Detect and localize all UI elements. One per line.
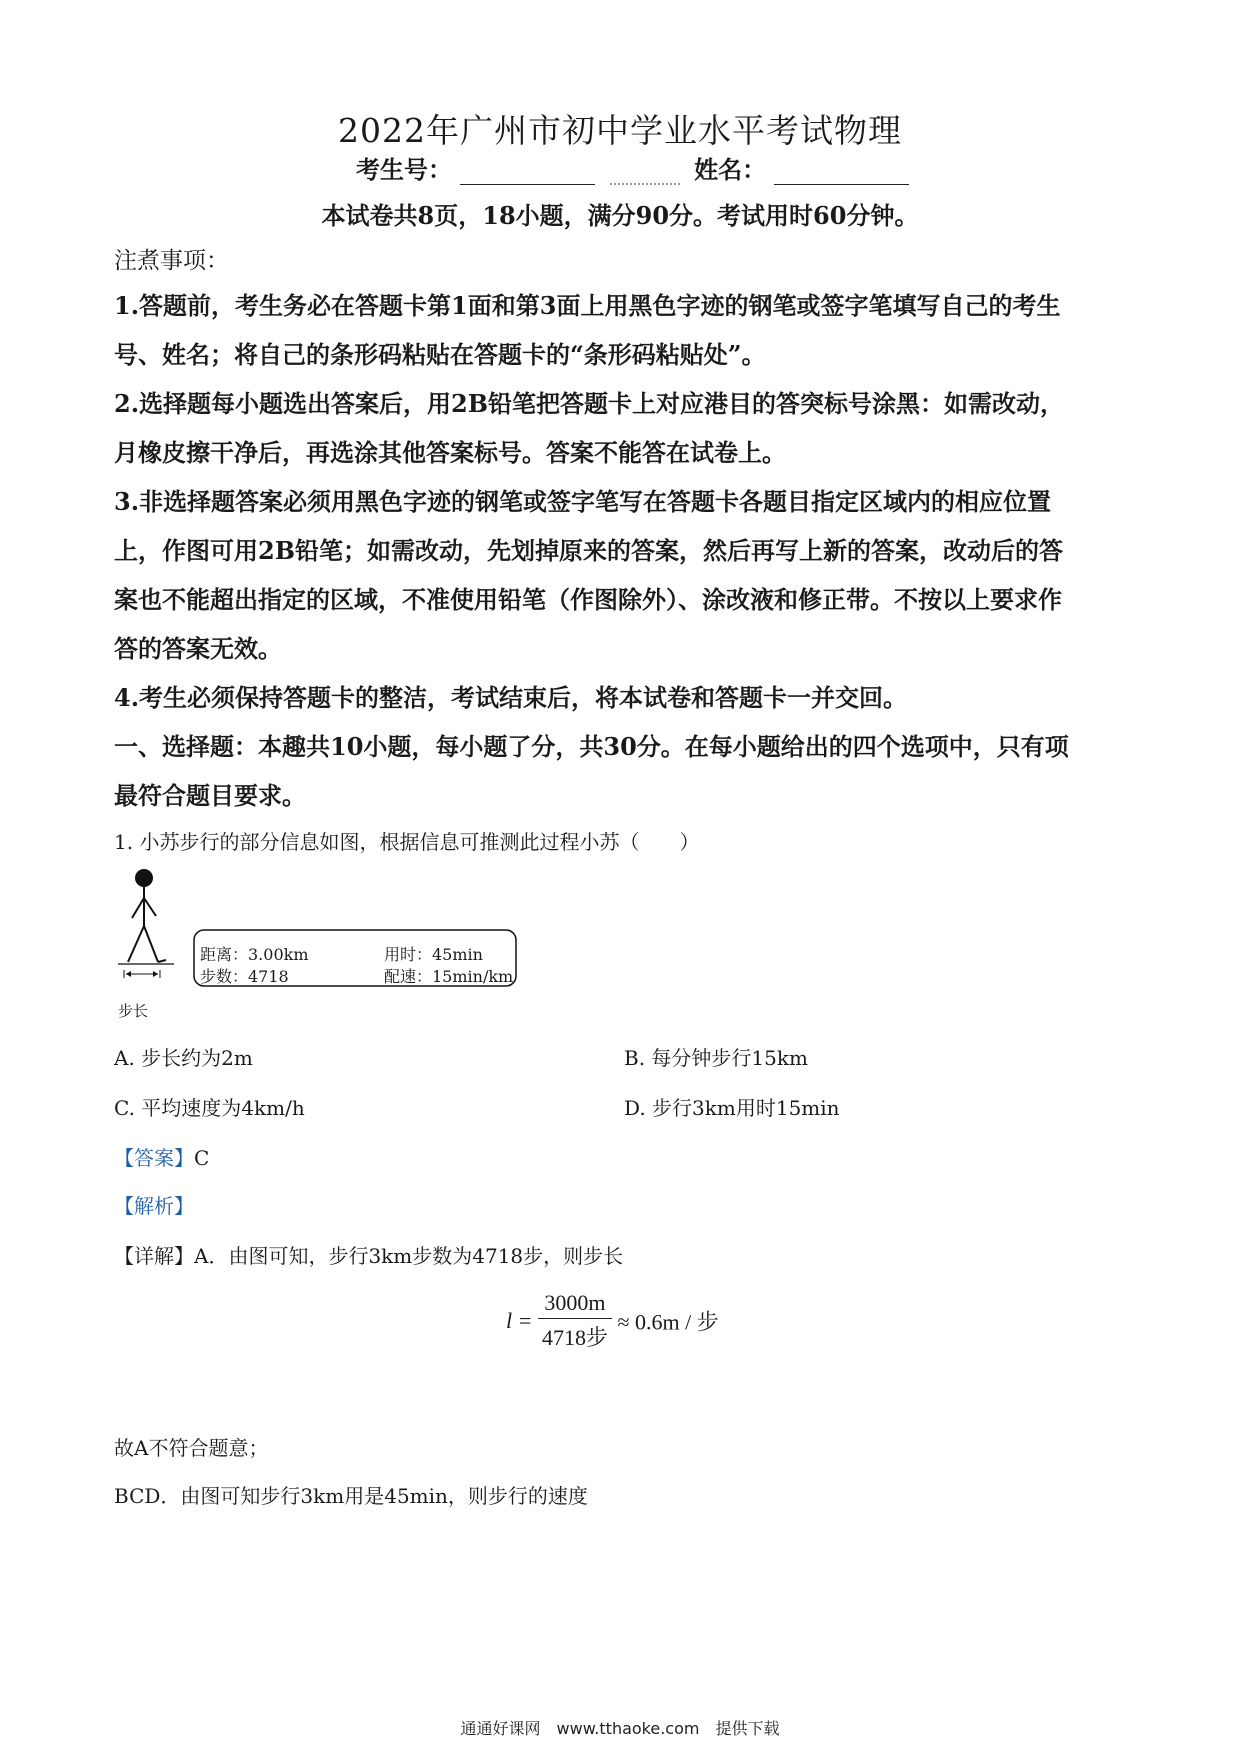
info-distance: 距离：3.00km bbox=[200, 945, 309, 964]
candidate-number-field[interactable] bbox=[460, 162, 595, 185]
section-1-line-1: 一、选择题：本趣共10小题，每小题了分，共30分。在每小题给出的四个选项中，只有项 bbox=[114, 732, 1069, 761]
answer-line bbox=[114, 1142, 209, 1171]
formula-fraction bbox=[538, 1290, 612, 1352]
analysis-tag: 【解析】 bbox=[114, 1194, 194, 1218]
name-label: 姓名： bbox=[694, 155, 767, 184]
note-2-line-2: 月橡皮擦干净后，再选涂其他答案标号。答案不能答在试卷上。 bbox=[114, 438, 786, 467]
note-2-line-1: 2.选择题每小题选出答案后，用2B铅笔把答题卡上对应港目的答突标号涂黑：如需改动， bbox=[114, 389, 1065, 418]
walker-head-icon bbox=[135, 869, 153, 887]
answer-value: C bbox=[194, 1146, 210, 1170]
question-1-stem: 1. 小苏步行的部分信息如图，根据信息可推测此过程小苏（ ） bbox=[114, 830, 700, 854]
section-1-line-2: 最符合题目要求。 bbox=[114, 781, 306, 810]
note-3-line-3: 案也不能超出指定的区域，不准使用铅笔（作图除外）、涂改液和修正带。不按以上要求作 bbox=[114, 585, 1062, 614]
walking-figure bbox=[114, 866, 534, 1016]
exam-summary: 本试卷共8页，18小题，满分90分。考试用时60分钟。 bbox=[321, 201, 919, 230]
footer-watermark: 通通好课网 www.tthaoke.com 提供下载 bbox=[460, 1719, 780, 1738]
step-length-formula bbox=[506, 1290, 719, 1352]
formula-lhs: l = bbox=[506, 1308, 533, 1333]
walker-illustration bbox=[114, 866, 534, 1016]
page-title: 2022年广州市初中学业水平考试物理 bbox=[338, 111, 902, 150]
note-4: 4.考生必须保持答题卡的整洁，考试结束后，将本试卷和答题卡一并交回。 bbox=[114, 683, 908, 712]
option-d: D. 步行3km用时15min bbox=[624, 1096, 840, 1120]
note-3-line-2: 上，作图可用2B铅笔；如需改动，先划掉原来的答案，然后再写上新的答案，改动后的答 bbox=[114, 536, 1063, 565]
conclusion-a: 故A不符合题意； bbox=[114, 1436, 269, 1460]
dotted-divider bbox=[610, 165, 680, 185]
formula-rhs: ≈ 0.6m / 步 bbox=[617, 1309, 719, 1335]
candidate-name-line bbox=[356, 150, 909, 185]
answer-tag: 【答案】 bbox=[114, 1146, 194, 1170]
note-1-line-1: 1.答题前，考生务必在答题卡第1面和第3面上用黑色字迹的钢笔或签字笔填写自己的考生 bbox=[114, 291, 1061, 320]
option-b: B. 每分钟步行15km bbox=[624, 1046, 808, 1070]
note-3-line-4: 答的答案无效。 bbox=[114, 634, 282, 663]
note-1-line-2: 号、姓名；将自己的条形码粘贴在答题卡的“条形码粘贴处”。 bbox=[114, 340, 766, 369]
note-3-line-1: 3.非选择题答案必须用黑色字迹的钢笔或签字笔写在答题卡各题目指定区域内的相应位置 bbox=[114, 487, 1052, 516]
candidate-number-label: 考生号： bbox=[356, 155, 452, 184]
formula-numerator: 3000m bbox=[538, 1290, 612, 1319]
bcd-line: BCD．由图可知步行3km用是45min，则步行的速度 bbox=[114, 1484, 588, 1508]
info-pace: 配速：15min/km bbox=[384, 967, 514, 986]
info-time: 用时：45min bbox=[384, 945, 483, 964]
info-steps: 步数：4718 bbox=[200, 967, 289, 986]
formula-denominator: 4718步 bbox=[541, 1325, 608, 1350]
option-a: A. 步长约为2m bbox=[114, 1046, 253, 1070]
notes-heading: 注煮事项： bbox=[114, 248, 229, 274]
name-field[interactable] bbox=[774, 162, 909, 185]
detail-line: 【详解】A．由图可知，步行3km步数为4718步，则步长 bbox=[114, 1244, 624, 1268]
step-length-label: 步长 bbox=[118, 1002, 149, 1020]
option-c: C. 平均速度为4km/h bbox=[114, 1096, 305, 1120]
